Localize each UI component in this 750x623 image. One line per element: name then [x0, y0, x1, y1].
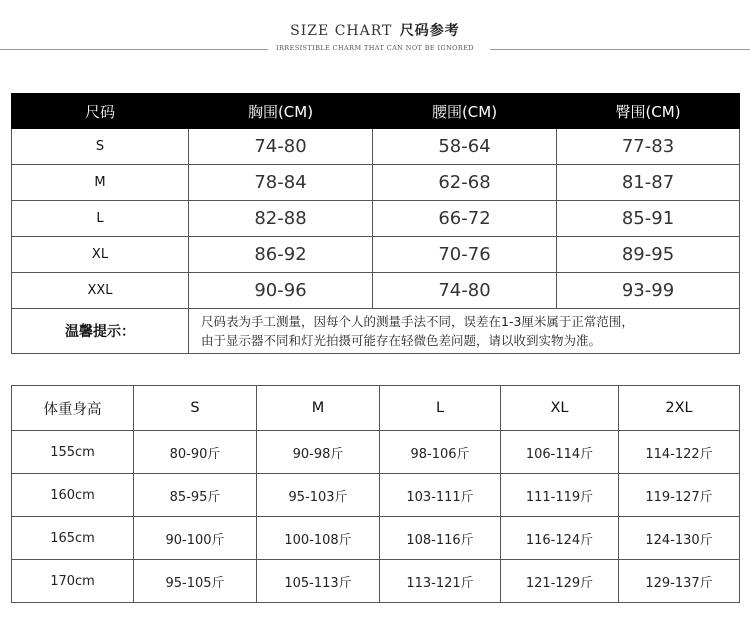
height-cell: 155cm — [12, 431, 134, 474]
size-cell: S — [12, 129, 189, 165]
column-header-weight-height: 体重身高 — [12, 386, 134, 431]
weight-cell: 105-113斤 — [257, 560, 380, 603]
column-header-l: L — [380, 386, 501, 431]
hip-cell: 93-99 — [557, 273, 740, 309]
hip-cell: 77-83 — [557, 129, 740, 165]
waist-cell: 74-80 — [373, 273, 557, 309]
tagline: IRRESISTIBLE CHARM THAT CAN NOT BE IGNORED — [276, 44, 474, 52]
column-header-waist: 腰围(CM) — [373, 94, 557, 129]
tip-label: 温馨提示： — [12, 309, 189, 354]
weight-header-row — [12, 386, 740, 431]
table-row — [12, 237, 740, 273]
table-row — [12, 560, 740, 603]
weight-cell: 100-108斤 — [257, 517, 380, 560]
weight-cell: 106-114斤 — [501, 431, 619, 474]
column-header-s: S — [134, 386, 257, 431]
tip-line: 尺码表为手工测量，因每个人的测量手法不同，误差在1-3厘米属于正常范围， — [201, 314, 634, 329]
weight-cell: 90-98斤 — [257, 431, 380, 474]
measurements-table — [11, 93, 740, 354]
tip-row — [12, 309, 740, 354]
weight-cell: 90-100斤 — [134, 517, 257, 560]
weight-cell: 98-106斤 — [380, 431, 501, 474]
table-row — [12, 431, 740, 474]
size-cell: XL — [12, 237, 189, 273]
weight-cell: 119-127斤 — [619, 474, 740, 517]
waist-cell: 62-68 — [373, 165, 557, 201]
column-header-bust: 胸围(CM) — [189, 94, 373, 129]
tip-text — [189, 309, 740, 354]
weight-height-table — [11, 385, 740, 603]
column-header-xl: XL — [501, 386, 619, 431]
height-cell: 160cm — [12, 474, 134, 517]
weight-cell: 116-124斤 — [501, 517, 619, 560]
hip-cell: 81-87 — [557, 165, 740, 201]
column-header-2xl: 2XL — [619, 386, 740, 431]
table-row — [12, 201, 740, 237]
weight-cell: 95-105斤 — [134, 560, 257, 603]
right-divider — [490, 49, 750, 50]
weight-cell: 103-111斤 — [380, 474, 501, 517]
table-row — [12, 517, 740, 560]
bust-cell: 82-88 — [189, 201, 373, 237]
weight-cell: 80-90斤 — [134, 431, 257, 474]
title-english: SIZE CHART — [290, 23, 393, 39]
weight-cell: 114-122斤 — [619, 431, 740, 474]
bust-cell: 74-80 — [189, 129, 373, 165]
weight-cell: 129-137斤 — [619, 560, 740, 603]
table-row — [12, 474, 740, 517]
tip-line: 由于显示器不同和灯光拍摄可能存在轻微色差问题，请以收到实物为准。 — [201, 333, 602, 348]
bust-cell: 86-92 — [189, 237, 373, 273]
column-header-hip: 臀围(CM) — [557, 94, 740, 129]
weight-cell: 113-121斤 — [380, 560, 501, 603]
title-chinese: 尺码参考 — [399, 23, 460, 39]
waist-cell: 58-64 — [373, 129, 557, 165]
bust-cell: 78-84 — [189, 165, 373, 201]
size-chart-header — [0, 0, 750, 62]
bust-cell: 90-96 — [189, 273, 373, 309]
measurements-header-row — [12, 94, 740, 129]
size-cell: XXL — [12, 273, 189, 309]
waist-cell: 66-72 — [373, 201, 557, 237]
column-header-m: M — [257, 386, 380, 431]
height-cell: 170cm — [12, 560, 134, 603]
column-header-size: 尺码 — [12, 94, 189, 129]
size-cell: L — [12, 201, 189, 237]
hip-cell: 89-95 — [557, 237, 740, 273]
weight-cell: 111-119斤 — [501, 474, 619, 517]
size-cell: M — [12, 165, 189, 201]
hip-cell: 85-91 — [557, 201, 740, 237]
weight-cell: 108-116斤 — [380, 517, 501, 560]
weight-cell: 121-129斤 — [501, 560, 619, 603]
table-row — [12, 129, 740, 165]
table-row — [12, 273, 740, 309]
weight-cell: 85-95斤 — [134, 474, 257, 517]
height-cell: 165cm — [12, 517, 134, 560]
page-title — [0, 20, 750, 40]
weight-cell: 124-130斤 — [619, 517, 740, 560]
table-row — [12, 165, 740, 201]
weight-cell: 95-103斤 — [257, 474, 380, 517]
waist-cell: 70-76 — [373, 237, 557, 273]
